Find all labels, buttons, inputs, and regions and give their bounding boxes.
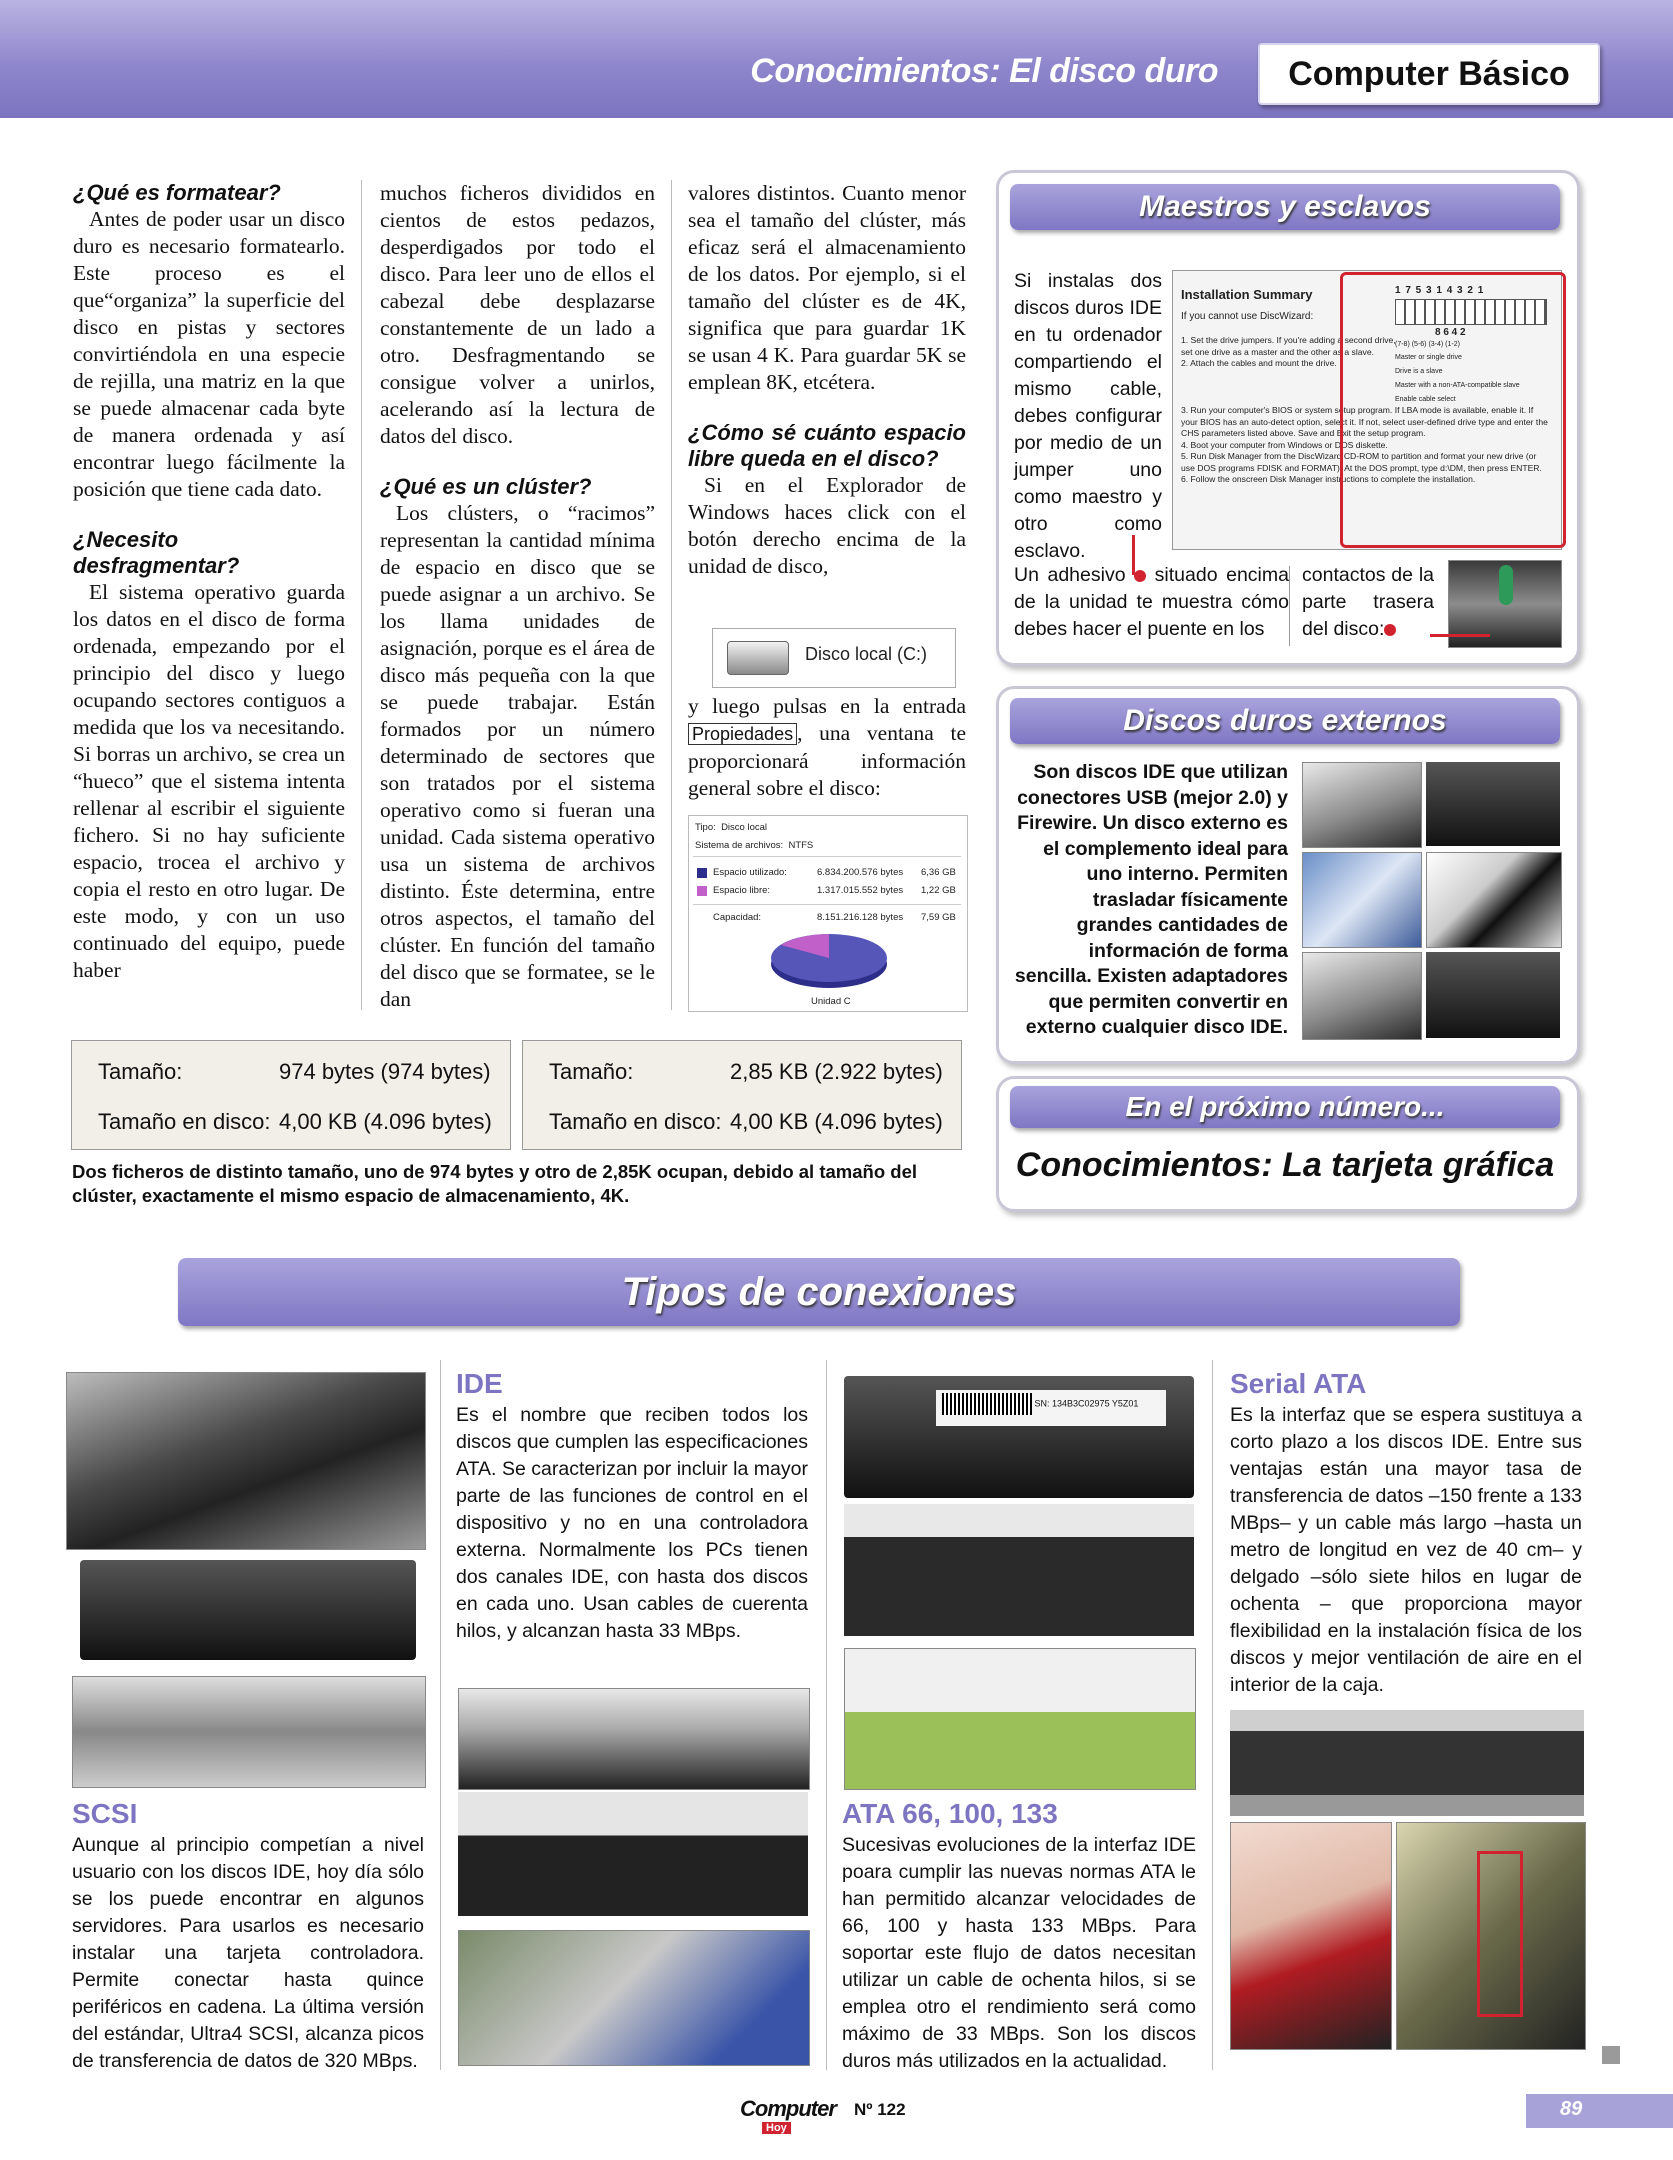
prop-cap-label: Capacidad: bbox=[713, 912, 762, 923]
free-color-swatch bbox=[697, 886, 707, 896]
label-step-6: 6. Follow the onscreen Disk Manager instructions to complete the installation. bbox=[1181, 474, 1476, 484]
externos-text: Son discos IDE que utilizan conectores USB (mejor 2.0) y Firewire. Un disco externo es el complemento ideal para uno interno. Permiten trasladar físicamente grandes cantidades de información de forma sencilla. Existen adaptadores que permiten convertir en externo cualquier disco IDE. bbox=[1014, 761, 1288, 1038]
callout-line-2 bbox=[1430, 634, 1490, 637]
tipos-title: Tipos de conexiones bbox=[178, 1258, 1460, 1326]
cluster-caption: Dos ficheros de distinto tamaño, uno de 974 bytes y otro de 2,85K ocupan, debido al tamaño del clúster, exactamente el mismo espacio de almacenamiento, 4K. bbox=[72, 1161, 917, 1206]
ata-cable-photo bbox=[844, 1504, 1194, 1636]
label-step-1: 1. Set the drive jumpers. If you're adding a second drive, set one drive as a master and the other as a slave. bbox=[1181, 335, 1396, 357]
column-3-cont bbox=[688, 693, 966, 802]
disk-usage-pie bbox=[767, 928, 891, 992]
tipos-divider bbox=[440, 1360, 441, 2070]
maestros-text-contactos bbox=[1302, 562, 1434, 643]
ide-motherboard-photo bbox=[458, 1930, 810, 2066]
prop-tipo-value: Disco local bbox=[721, 822, 767, 833]
maestros-title: Maestros y esclavos bbox=[1010, 184, 1560, 230]
scsi-title: SCSI bbox=[72, 1798, 138, 1829]
left-size-value: 974 bytes (974 bytes) bbox=[279, 1059, 491, 1084]
prop-cap-gb: 7,59 GB bbox=[921, 912, 956, 923]
footer-issue: Nº 122 bbox=[854, 2100, 906, 2119]
section-title: Conocimientos: El disco duro bbox=[750, 52, 1218, 90]
label-step-2: 2. Attach the cables and mount the drive. bbox=[1181, 358, 1337, 368]
footer-page-bar bbox=[1526, 2094, 1673, 2128]
ide-drive-photo bbox=[458, 1688, 810, 1790]
drive-model: Y5Z01 bbox=[1111, 1398, 1139, 1409]
footer-logo: Computer bbox=[740, 2096, 836, 2121]
jumper-mode-1: Master or single drive bbox=[1395, 354, 1462, 361]
label-jumper-heads: (7-8) (5-6) (3-4) (1-2) bbox=[1395, 341, 1460, 348]
tipos-divider bbox=[1212, 1360, 1213, 2070]
scsi-port-photo bbox=[72, 1676, 426, 1788]
sata-cable-photo bbox=[1230, 1822, 1392, 2050]
paragraph-formatear: Antes de poder usar un disco duro es necesario formatearlo. Este proceso es el que“organiza” la superficie del disco en pistas y sectores convirtiéndola en una especie de rejilla, una matriz en la que se puede almacenar cada byte de manera ordenada y así encontrar luego fácilmente la posición que tiene cada dato. bbox=[73, 207, 345, 501]
prop-used-gb: 6,36 GB bbox=[921, 867, 956, 878]
heading-cluster: ¿Qué es un clúster? bbox=[380, 474, 592, 499]
properties-window bbox=[688, 815, 968, 1012]
paragraph-desfragmentar: El sistema operativo guarda los datos en el disco de forma ordenada, empezando por el principio del disco y luego ocupando sectores contiguos a medida que los va necesitando. Si borras un archivo, se crea un “hueco” que el sistema intenta rellenar al escribir el siguiente fichero. Si no hay suficiente espacio, trocea el archivo y copia el resto en otro lugar. De este modo, y con un uso continuado del equipo, puede haber bbox=[73, 580, 345, 982]
prop-used-bytes: 6.834.200.576 bytes bbox=[817, 867, 904, 878]
paragraph-explorador: Si en el Explorador de Windows haces click con el botón derecho encima de la unidad de disco, bbox=[688, 473, 966, 578]
ide-cable-photo bbox=[458, 1792, 808, 1916]
label-step-5: 5. Run Disk Manager from the DiscWizard CD-ROM to partition and format your new drive (or use DOS programs FDISK and FORMAT). At the DOS prompt, type d:\DM, then press ENTER. bbox=[1181, 451, 1542, 473]
text-situado: situado encima de la unidad te muestra cómo debes hacer el puente en los bbox=[1014, 564, 1289, 640]
end-mark bbox=[1602, 2046, 1620, 2064]
propiedades-menu-item[interactable]: Propiedades bbox=[688, 723, 797, 745]
prop-free-label: Espacio libre: bbox=[713, 885, 771, 896]
proximo-text: Conocimientos: La tarjeta gráfica bbox=[1015, 1146, 1555, 1184]
drive-sticker bbox=[936, 1390, 1166, 1426]
label-numbers-bottom: 8 6 4 2 bbox=[1435, 327, 1466, 338]
sata-port-highlight bbox=[1477, 1851, 1523, 2017]
ide-title: IDE bbox=[456, 1368, 503, 1399]
sata-title: Serial ATA bbox=[1230, 1368, 1367, 1399]
paragraph-desfragmentar-cont: muchos ficheros divididos en cientos de estos pedazos, desperdigados por todo el disco. Para leer uno de ellos el cabezal debe desplazarse constantemente de un lado a otro. Desfragmentando se consigue volver a unirlos, acelerando así la lectura de datos del disco. bbox=[380, 181, 655, 448]
column-divider bbox=[671, 180, 672, 1010]
externos-title: Discos duros externos bbox=[1010, 698, 1560, 744]
column-1 bbox=[73, 180, 345, 984]
callout-frame bbox=[1340, 272, 1566, 548]
sata-drive-photo bbox=[1230, 1710, 1584, 1816]
firewire-socket-photo bbox=[1426, 952, 1560, 1038]
label-subtitle: If you cannot use DiscWizard: bbox=[1181, 311, 1314, 322]
scsi-drive-photo bbox=[80, 1560, 416, 1660]
brand-box: Computer Básico bbox=[1258, 43, 1600, 105]
file-size-box-left bbox=[71, 1040, 511, 1150]
hard-drive-icon bbox=[727, 641, 789, 675]
right-size-label: Tamaño: bbox=[549, 1059, 634, 1084]
red-dot-icon bbox=[1384, 624, 1396, 636]
jumper-mode-3: Master with a non-ATA-compatible slave bbox=[1395, 382, 1520, 389]
tipos-divider bbox=[826, 1360, 827, 2070]
right-size-value: 2,85 KB (2.922 bytes) bbox=[730, 1059, 943, 1084]
ide-text: Es el nombre que reciben todos los discos que cumplen las especificaciones ATA. Se caracterizan por incluir la mayor parte de las funciones de control en el dispositivo y no en una controladora externa. Normalmente los PCs tienen dos canales IDE, con hasta dos discos en cada uno. Usan cables de cuerenta hilos, y alcanzan hasta 33 MBps. bbox=[456, 1404, 808, 1642]
left-disk-value: 4,00 KB (4.096 bytes) bbox=[279, 1109, 492, 1134]
jumper-icon bbox=[1499, 565, 1513, 605]
column-2 bbox=[380, 180, 655, 1013]
used-color-swatch bbox=[697, 868, 707, 878]
jumper-mode-4: Enable cable select bbox=[1395, 396, 1456, 403]
text-contactos: contactos de la parte trasera del disco: bbox=[1302, 564, 1434, 640]
text-adhesivo: Un adhesivo bbox=[1014, 564, 1126, 586]
column-3 bbox=[688, 180, 966, 580]
sata-text: Es la interfaz que se espera sustituya a corto plazo a los discos IDE. Entre sus ventajas están una mayor tasa de transferencia de datos –150 frente a 133 MBps– y un cable más largo –hasta un metro de longitud en vez de 40 cm– y delgado –sólo siete hilos en lugar de ochenta – que proporciona mayor flexibilidad en la instalación física de los discos y mejor ventilación de aire en el interior de la caja. bbox=[1230, 1404, 1582, 1696]
ata-drive-photo bbox=[844, 1376, 1194, 1498]
file-size-box-right bbox=[522, 1040, 962, 1150]
usb-cable-photo bbox=[1302, 852, 1422, 948]
left-disk-label: Tamaño en disco: bbox=[98, 1109, 271, 1134]
drive-serial: SN: 134B3C02975 bbox=[1034, 1398, 1110, 1409]
proximo-title: En el próximo número... bbox=[1010, 1086, 1560, 1128]
prop-fs-label: Sistema de archivos: bbox=[695, 840, 784, 851]
footer-logo-sub: Hoy bbox=[762, 2122, 791, 2134]
firewire-cable-photo bbox=[1426, 852, 1562, 948]
page-number: 89 bbox=[1560, 2098, 1583, 2120]
usb-b-port-photo bbox=[1302, 762, 1422, 848]
text-ventana: , una ventana te proporcionará información general sobre el disco: bbox=[688, 721, 966, 800]
column-divider bbox=[361, 180, 362, 1010]
jumper-mode-2: Drive is a slave bbox=[1395, 368, 1443, 375]
label-title: Installation Summary bbox=[1181, 287, 1313, 302]
ata-text: Sucesivas evoluciones de la interfaz IDE poara cumplir las nuevas normas ATA le han permitido alcanzar velocidades de 66, 100 y hasta 133 MBps. Para soportar este flujo de datos necesitan utilizar un cable de ochenta hilos, si se emplea otro el rendimiento será como máximo de 33 MBps. Son los discos duros más utilizados en la actualidad. bbox=[842, 1834, 1196, 2072]
label-numbers-top: 1 7 5 3 1 4 3 2 1 bbox=[1395, 285, 1485, 296]
label-step-4: 4. Boot your computer from Windows or DOS diskette. bbox=[1181, 439, 1388, 450]
heading-formatear: ¿Qué es formatear? bbox=[73, 180, 281, 205]
prop-used-label: Espacio utilizado: bbox=[713, 867, 787, 878]
sata-motherboard-photo bbox=[1396, 1822, 1586, 2050]
label-step-3: 3. Run your computer's BIOS or system setup program. If LBA mode is available, enable it. If your BIOS has an auto-detect option, select it. If not, select user-defined drive type and enter the CHS parameters listed above. Save and Exit the setup program. bbox=[1181, 405, 1548, 438]
prop-unit-label: Unidad C bbox=[811, 996, 851, 1007]
ata-connector-photo bbox=[844, 1648, 1196, 1790]
right-disk-label: Tamaño en disco: bbox=[549, 1109, 722, 1134]
barcode-icon bbox=[942, 1393, 1032, 1415]
firewire-port-photo bbox=[1426, 762, 1560, 846]
maestros-text: Si instalas dos discos duros IDE en tu ordenador compartiendo el mismo cable, debes configurar por medio de un jumper uno como maestro y otro como esclavo. bbox=[1014, 270, 1162, 562]
scsi-text: Aunque al principio competían a nivel usuario con los discos IDE, hoy día sólo se los puede encontrar en algunos servidores. Para usarlos es necesario instalar una tarjeta controladora. Permite conectar hasta quince periféricos en cadena. La última versión del estándar, Ultra4 SCSI, alcanza picos de transferencia de datos de 320 MBps. bbox=[72, 1834, 424, 2072]
prop-cap-bytes: 8.151.216.128 bytes bbox=[817, 912, 904, 923]
usb-a-port-photo bbox=[1302, 952, 1422, 1040]
heading-desfragmentar: ¿Necesito desfragmentar? bbox=[73, 527, 240, 578]
drive-label[interactable]: Disco local (C:) bbox=[805, 644, 928, 664]
scsi-connector-photo bbox=[66, 1372, 426, 1550]
paragraph-cluster: Los clústers, o “racimos” representan la cantidad mínima de espacio en disco que se puede asignar a un archivo. Se los llama unidades de asignación, porque es el área de disco más pequeña con la que se puede trabajar. Están formados por un número determinado de sectores que son tratados por el sistema operativo como si fueran una unidad. Cada sistema operativo usa un sistema de archivos distinto. Éste determina, entre otros aspectos, el tamaño del clúster. En función del tamaño del disco que se formatee, se le dan bbox=[380, 501, 655, 1011]
ata-title: ATA 66, 100, 133 bbox=[842, 1798, 1058, 1829]
prop-free-gb: 1,22 GB bbox=[921, 885, 956, 896]
drive-window bbox=[712, 628, 956, 688]
red-dot-icon bbox=[1134, 570, 1146, 582]
left-size-label: Tamaño: bbox=[98, 1059, 183, 1084]
paragraph-cluster-cont: valores distintos. Cuanto menor sea el tamaño del clúster, más eficaz será el almacenamiento de los datos. Por ejemplo, si el tamaño del clúster es de 4K, significa que para guardar 1K se usan 4 K. Para guardar 5K se emplean 8K, etcétera. bbox=[688, 181, 966, 394]
prop-fs-value: NTFS bbox=[788, 840, 814, 851]
prop-free-bytes: 1.317.015.552 bytes bbox=[817, 885, 904, 896]
maestros-text-adhesivo bbox=[1014, 562, 1289, 643]
prop-tipo-label: Tipo: bbox=[695, 822, 716, 833]
text-pulsas: y luego pulsas en la entrada bbox=[688, 694, 966, 718]
right-disk-value: 4,00 KB (4.096 bytes) bbox=[730, 1109, 943, 1134]
heading-espacio-libre: ¿Cómo sé cuánto espacio libre queda en el disco? bbox=[688, 420, 966, 471]
maestros-divider bbox=[1289, 566, 1290, 646]
